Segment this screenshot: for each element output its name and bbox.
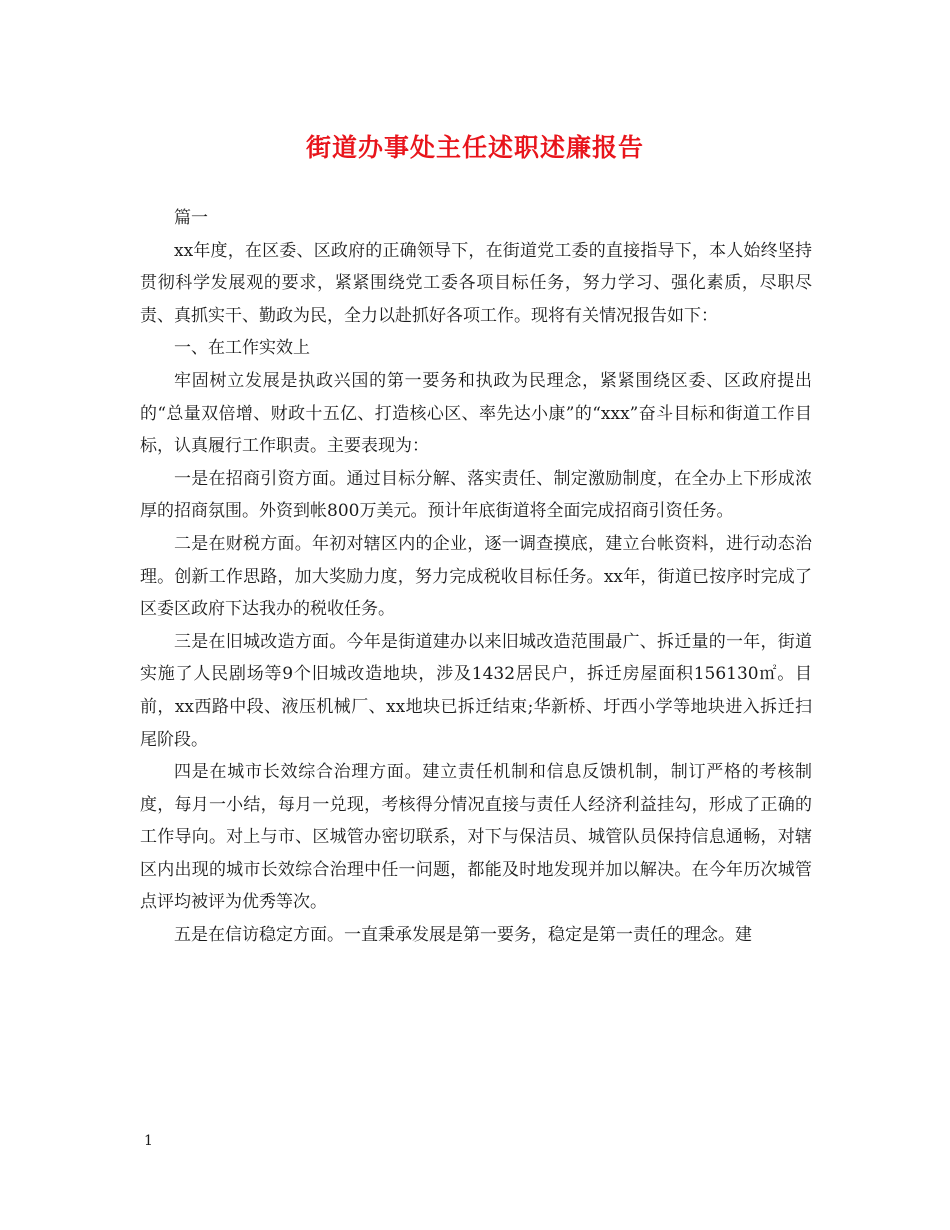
paragraph-intro: xx年度，在区委、区政府的正确领导下，在街道党工委的直接指导下，本人始终坚持贯彻科学发展观的要求，紧紧围绕党工委各项目标任务，努力学习、强化素质，尽职尽责、真抓实干、勤政为民，全力以赴抓好各项工作。现将有关情况报告如下： bbox=[140, 240, 812, 326]
paragraph-finance-tax: 二是在财税方面。年初对辖区内的企业，逐一调查摸底，建立台帐资料，进行动态治理。创新工作思路，加大奖励力度，努力完成税收目标任务。xx年，街道已按序时完成了区委区政府下达我办的税收任务。 bbox=[140, 533, 812, 620]
paragraph-urban-management: 四是在城市长效综合治理方面。建立责任机制和信息反馈机制，制订严格的考核制度，每月一小结，每月一兑现，考核得分情况直接与责任人经济利益挂勾，形成了正确的工作导向。对上与市、区城管办密切联系，对下与保洁员、城管队员保持信息通畅，对辖区内出现的城市长效综合治理中任一问题，都能及时地发现并加以解决。在今年历次城管点评均被评为优秀等次。 bbox=[140, 762, 812, 913]
heading-work-results: 一、在工作实效上 bbox=[174, 338, 310, 359]
paragraph-section-label: 篇一 bbox=[174, 208, 208, 228]
document-body bbox=[140, 202, 812, 952]
page-number: 1 bbox=[144, 1133, 153, 1149]
paragraph-old-city-renovation: 三是在旧城改造方面。今年是街道建办以来旧城改造范围最广、拆迁量的一年，街道实施了人民剧场等9个旧城改造地块，涉及1432居民户，拆迁房屋面积156130㎡。目前，xx西路中段、液压机械厂、xx地块已拆迁结束;华新桥、圩西小学等地块进入拆迁扫尾阶段。 bbox=[140, 631, 812, 750]
paragraph-investment: 一是在招商引资方面。通过目标分解、落实责任、制定激励制度，在全办上下形成浓厚的招商氛围。外资到帐800万美元。预计年底街道将全面完成招商引资任务。 bbox=[140, 468, 812, 522]
paragraph-petition-stability: 五是在信访稳定方面。一直秉承发展是第一要务，稳定是第一责任的理念。建 bbox=[174, 925, 752, 946]
paragraph-development: 牢固树立发展是执政兴国的第一要务和执政为民理念，紧紧围绕区委、区政府提出的“总量双倍增、财政十五亿、打造核心区、率先达小康”的“xxx”奋斗目标和街道工作目标，认真履行工作职责。主要表现为： bbox=[140, 370, 812, 457]
document-title: 街道办事处主任述职述廉报告 bbox=[305, 133, 644, 162]
